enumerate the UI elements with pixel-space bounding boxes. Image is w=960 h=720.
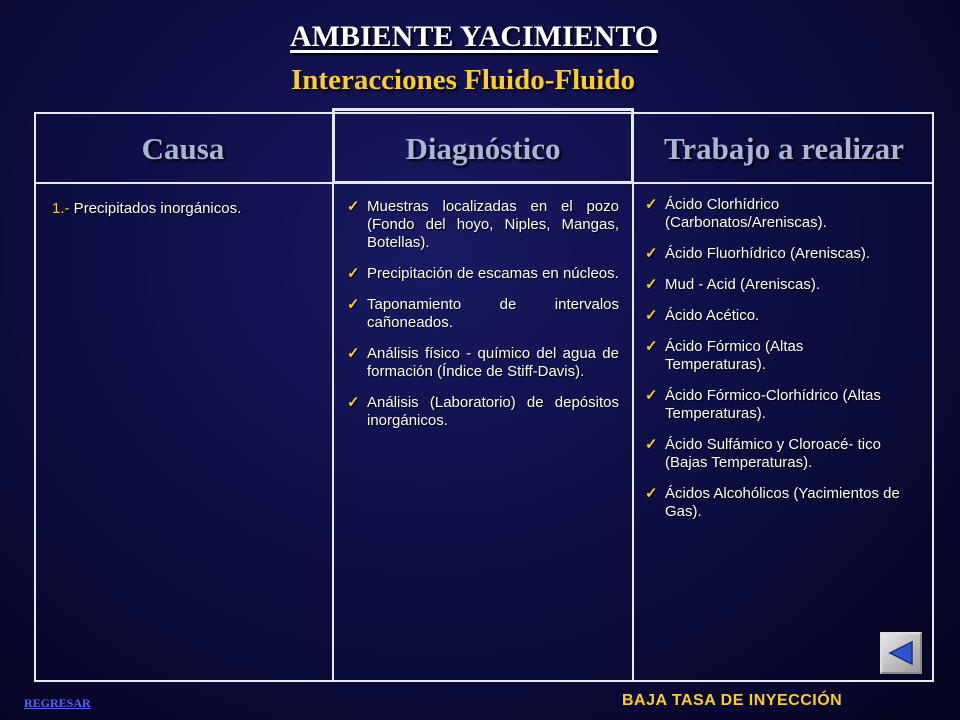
causa-heading: Causa xyxy=(141,131,225,166)
trabajo-heading: Trabajo a realizar xyxy=(664,131,904,166)
diagnostico-heading: Diagnóstico xyxy=(405,131,561,166)
causa-item xyxy=(52,200,322,217)
checkmark-icon: ✓ xyxy=(645,387,658,404)
regresar-link[interactable]: REGRESAR xyxy=(24,696,91,710)
checkmark-icon: ✓ xyxy=(645,307,658,324)
list-item: ✓ Análisis (Laboratorio) de depósitos inorgánicos. xyxy=(347,394,619,429)
list-item: ✓ Taponamiento de intervalos cañoneados. xyxy=(347,296,619,331)
checkmark-icon: ✓ xyxy=(347,345,360,362)
causa-label: Precipitados inorgánicos. xyxy=(69,200,242,217)
checkmark-icon: ✓ xyxy=(645,245,658,262)
checkmark-icon: ✓ xyxy=(347,296,360,313)
list-item: ✓ Ácido Sulfámico y Cloroacé- tico (Bajas Temperaturas). xyxy=(645,436,881,471)
checkmark-icon: ✓ xyxy=(645,276,658,293)
page-subtitle: Interacciones Fluido-Fluido xyxy=(291,64,635,96)
list-item: ✓ Análisis físico - químico del agua de formación (Índice de Stiff-Davis). xyxy=(347,345,619,380)
list-item: ✓ Ácido Fórmico (Altas Temperaturas). xyxy=(645,338,804,373)
list-item: ✓ Ácido Clorhídrico (Carbonatos/Areniscas). xyxy=(645,196,827,231)
triangle-left-icon xyxy=(886,638,916,668)
column-divider-1 xyxy=(332,112,334,682)
list-item: ✓ Ácidos Alcohólicos (Yacimientos de Gas). xyxy=(645,485,900,520)
checkmark-icon: ✓ xyxy=(645,436,658,453)
checkmark-icon: ✓ xyxy=(645,338,658,355)
column-divider-2 xyxy=(632,112,634,682)
diagnostico-list xyxy=(347,198,619,443)
list-item: ✓ Ácido Acético. xyxy=(645,307,760,324)
list-item: ✓ Precipitación de escamas en núcleos. xyxy=(347,265,619,282)
checkmark-icon: ✓ xyxy=(347,394,360,411)
list-item: ✓ Mud - Acid (Areniscas). xyxy=(645,276,821,293)
page-title: AMBIENTE YACIMIENTO xyxy=(290,20,659,53)
trabajo-list xyxy=(645,196,907,534)
list-item: ✓ Ácido Fórmico-Clorhídrico (Altas Temperaturas). xyxy=(645,387,881,422)
checkmark-icon: ✓ xyxy=(645,485,658,502)
checkmark-icon: ✓ xyxy=(347,198,360,215)
causa-number: 1.- xyxy=(52,200,70,217)
checkmark-icon: ✓ xyxy=(347,265,360,282)
list-item: ✓ Ácido Fluorhídrico (Areniscas). xyxy=(645,245,871,262)
list-item: ✓ Muestras localizadas en el pozo (Fondo del hoyo, Niples, Mangas, Botellas). xyxy=(347,198,619,251)
back-button[interactable] xyxy=(880,632,922,674)
footer-note: BAJA TASA DE INYECCIÓN xyxy=(622,692,843,709)
checkmark-icon: ✓ xyxy=(645,196,658,213)
